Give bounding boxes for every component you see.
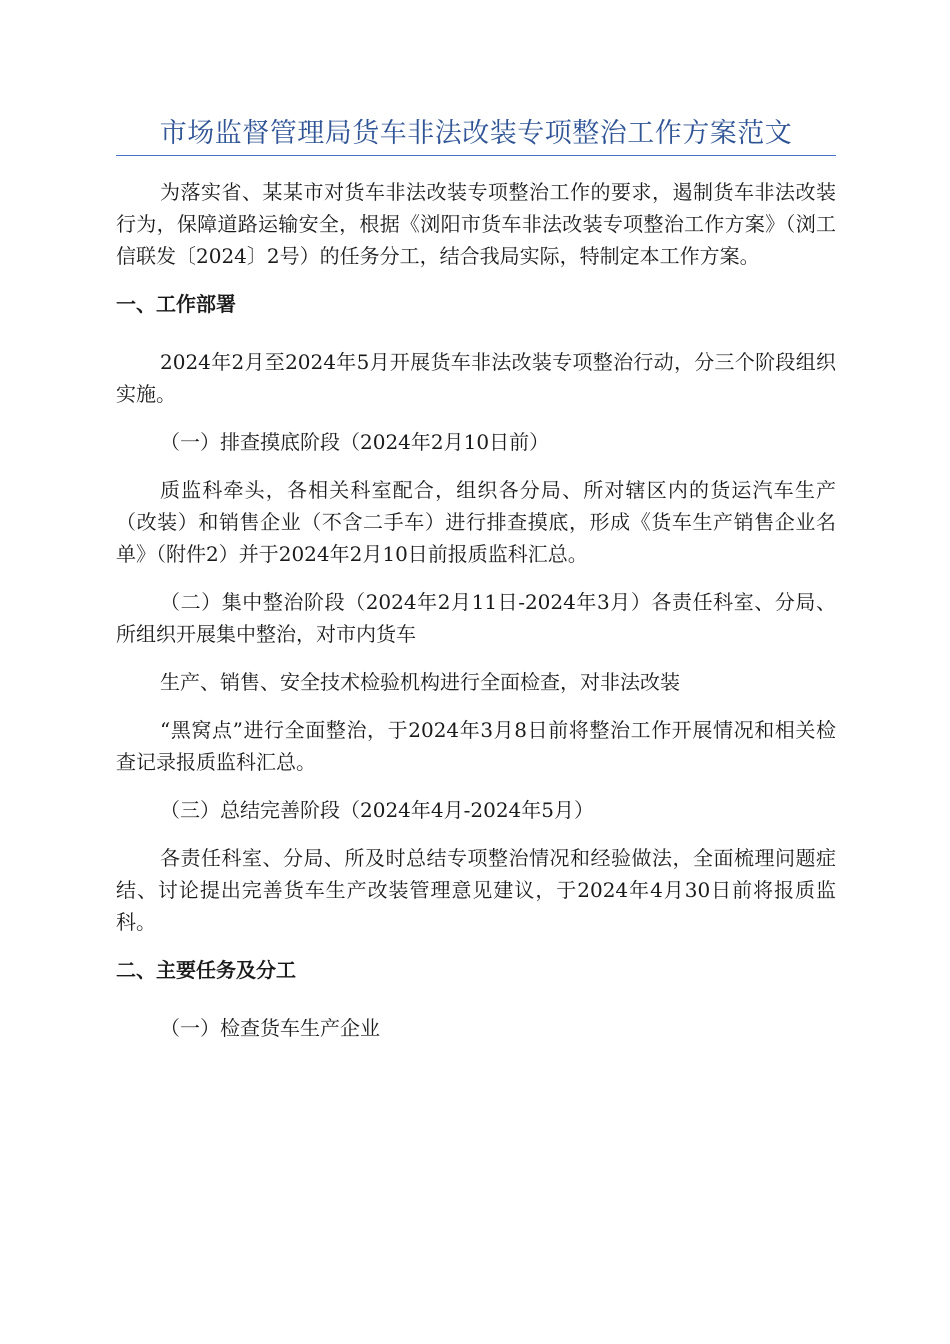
paragraph-phase-3: 各责任科室、分局、所及时总结专项整治情况和经验做法，全面梳理问题症结、讨论提出完善货车生产改装管理意见建议，于2024年4月30日前将报质监科。 bbox=[116, 846, 836, 934]
section-heading-1: 一、工作部署 bbox=[116, 292, 236, 316]
title-underline bbox=[116, 155, 836, 156]
intro-paragraph: 为落实省、某某市对货车非法改装专项整治工作的要求，遏制货车非法改装行为，保障道路运输安全，根据《浏阳市货车非法改装专项整治工作方案》（浏工信联发〔2024〕2号）的任务分工，结合我局实际，特制定本工作方案。 bbox=[116, 180, 836, 268]
paragraph-schedule: 2024年2月至2024年5月开展货车非法改装专项整治行动，分三个阶段组织实施。 bbox=[116, 350, 836, 406]
subheading-phase-1: （一）排查摸底阶段（2024年2月10日前） bbox=[160, 430, 550, 454]
subheading-phase-3: （三）总结完善阶段（2024年4月-2024年5月） bbox=[160, 798, 595, 822]
subheading-task-1: （一）检查货车生产企业 bbox=[160, 1016, 380, 1040]
paragraph-phase-2-cont-b: “黑窝点”进行全面整治，于2024年3月8日前将整治工作开展情况和相关检查记录报质监科汇总。 bbox=[116, 718, 836, 774]
paragraph-phase-2-cont-a: 生产、销售、安全技术检验机构进行全面检查，对非法改装 bbox=[160, 670, 680, 694]
document-body bbox=[116, 176, 836, 1060]
document-title: 市场监督管理局货车非法改装专项整治工作方案范文 bbox=[159, 118, 793, 149]
paragraph-phase-2: （二）集中整治阶段（2024年2月11日-2024年3月）各责任科室、分局、所组织开展集中整治，对市内货车 bbox=[116, 590, 836, 646]
paragraph-phase-1: 质监科牵头，各相关科室配合，组织各分局、所对辖区内的货运汽车生产（改装）和销售企业（不含二手车）进行排查摸底，形成《货车生产销售企业名单》（附件2）并于2024年2月10日前报质监科汇总。 bbox=[116, 478, 836, 566]
section-heading-2: 二、主要任务及分工 bbox=[116, 958, 296, 982]
